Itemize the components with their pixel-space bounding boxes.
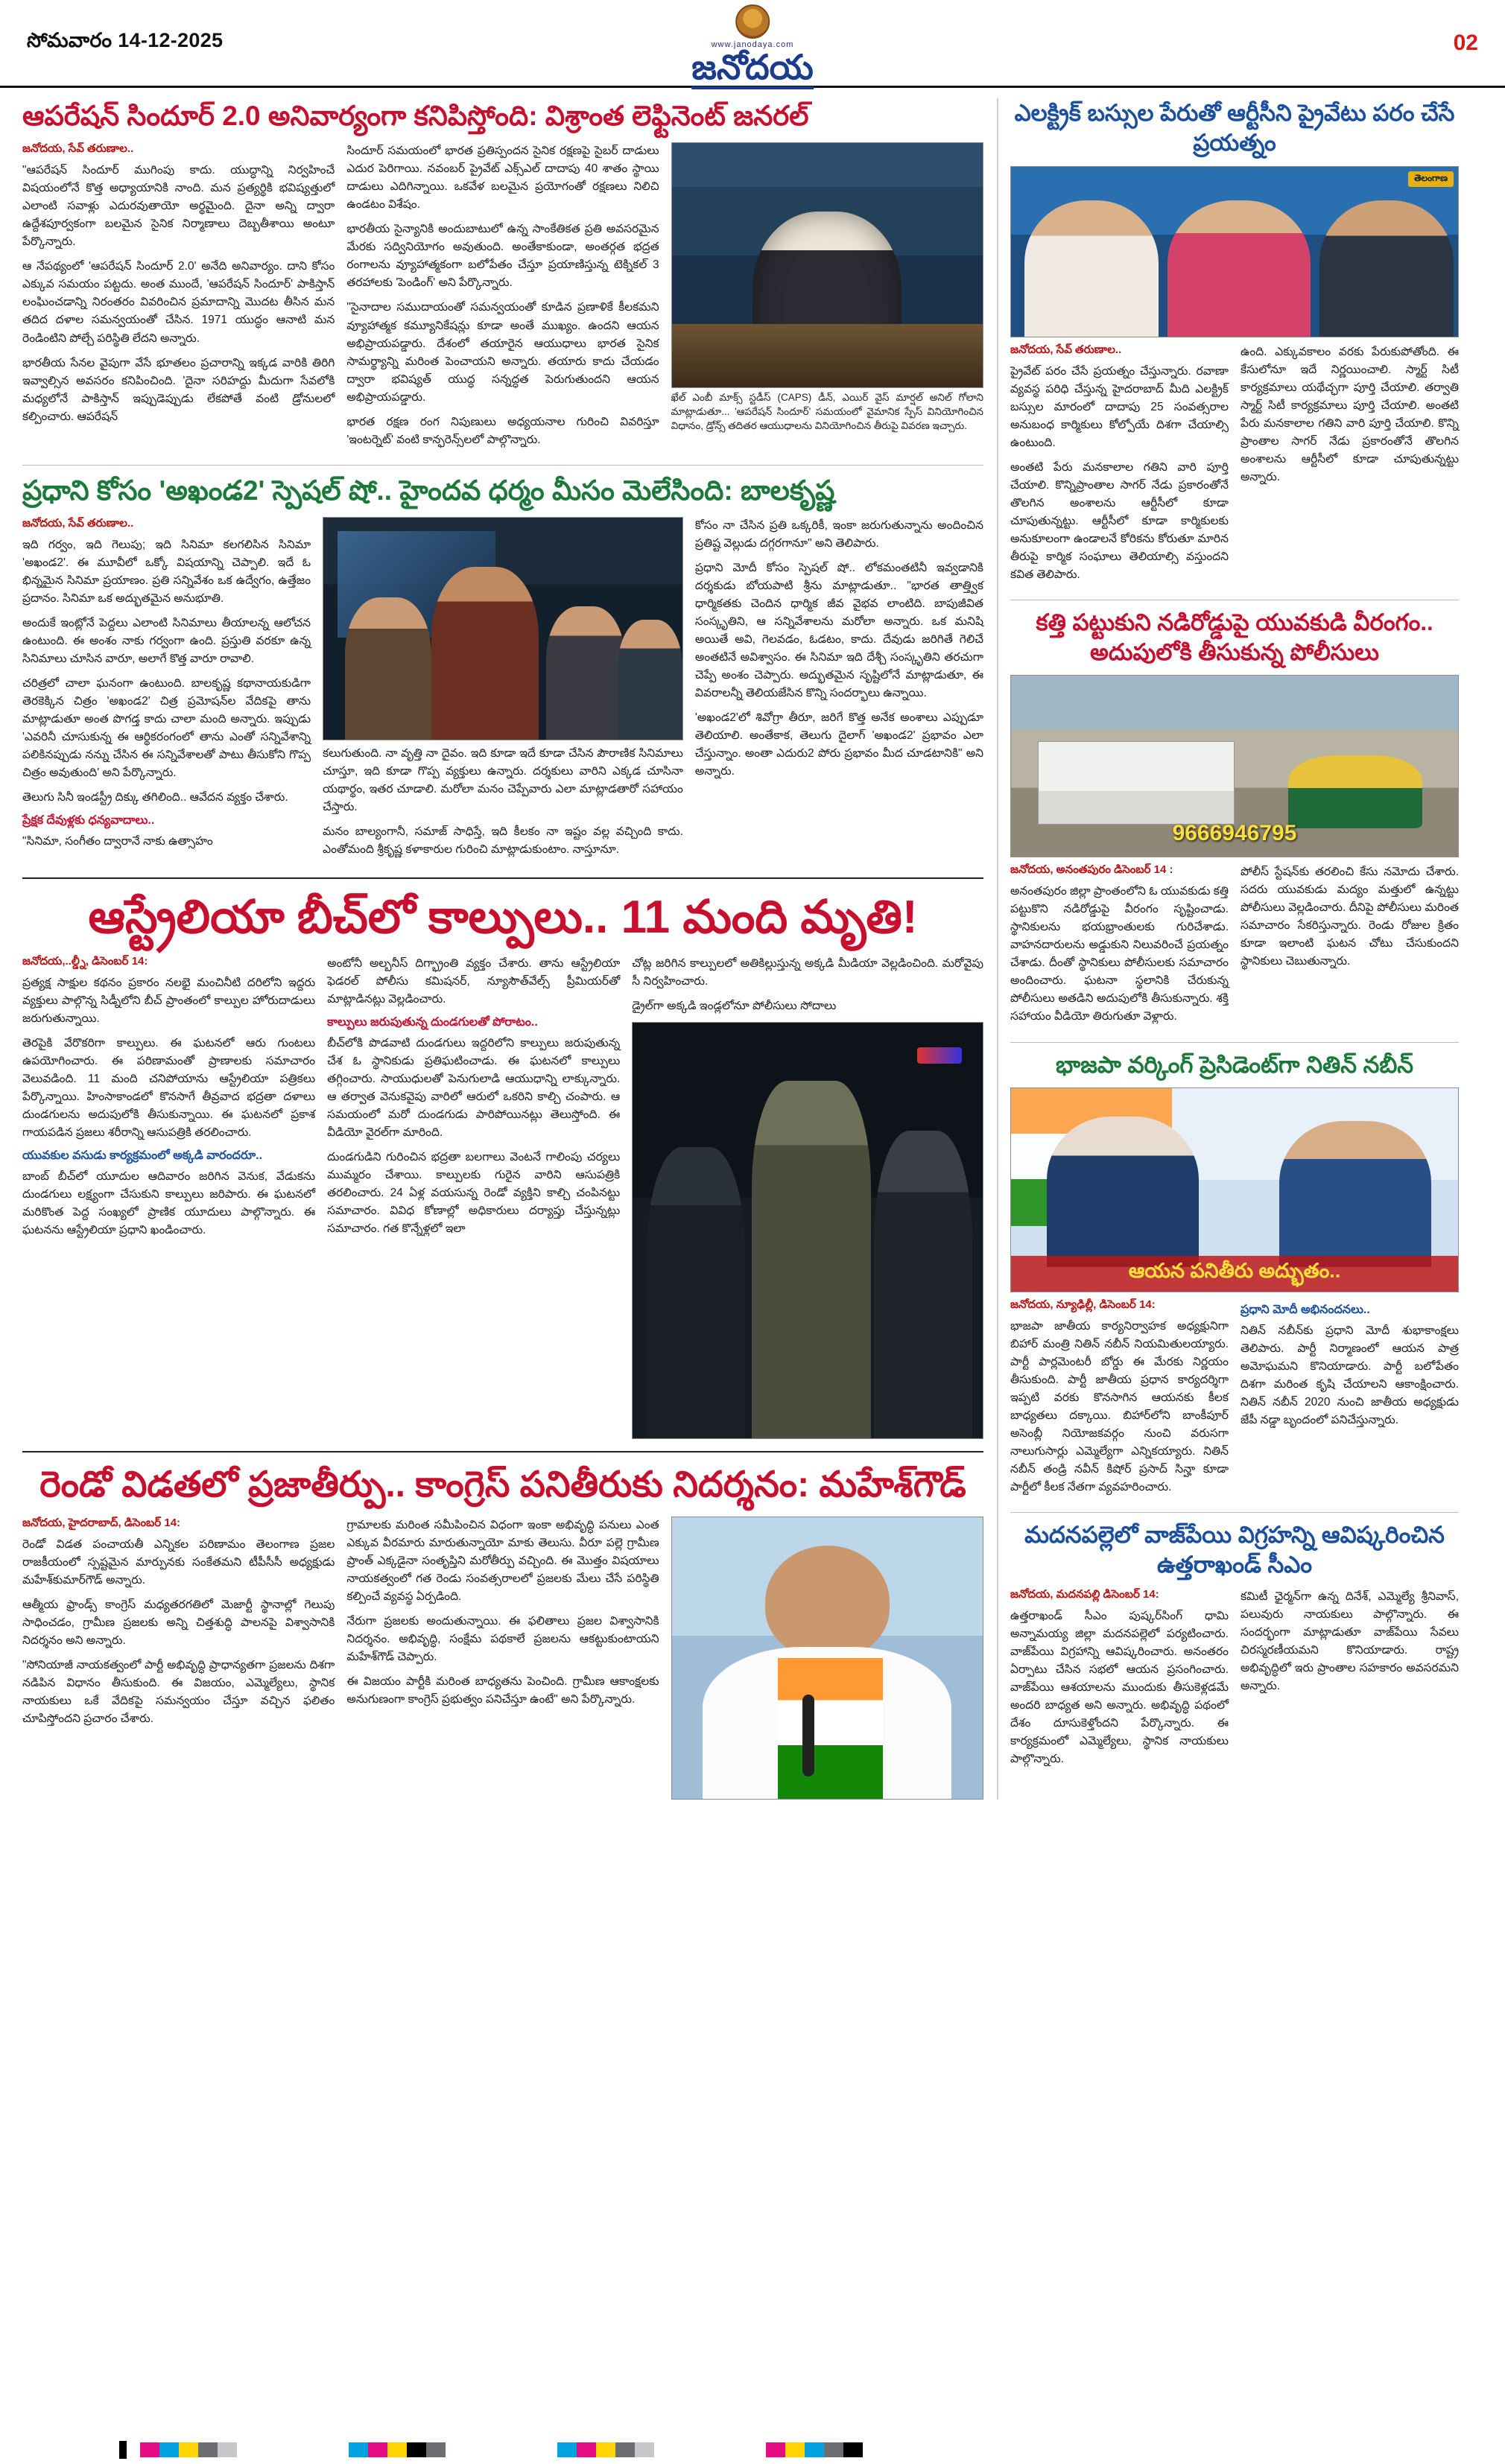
- color-swatch: [557, 2442, 577, 2457]
- color-swatch: [387, 2442, 407, 2457]
- color-swatch: [179, 2442, 198, 2457]
- photo-congress-leader: [671, 1517, 983, 1800]
- photo-street-incident: [1010, 675, 1459, 857]
- photo-speaker-podium: [671, 142, 983, 388]
- street-van: [1038, 741, 1235, 825]
- registration-group-2: [349, 2442, 446, 2457]
- event-person-4: [618, 620, 682, 740]
- knife-headline: కత్తి పట్టుకుని నడిరోడ్డుపై యువకుడి వీరంగం.. అదుపులోకి తీసుకున్న పోలీసులు: [1036, 609, 1433, 666]
- divider: [22, 465, 983, 466]
- right-column: [997, 98, 1459, 1800]
- masthead-date: సోమవారం 14-12-2025: [27, 28, 224, 51]
- registration-group-1: [140, 2442, 237, 2457]
- color-swatch: [140, 2442, 159, 2457]
- australia-col-1: [22, 955, 315, 1439]
- akhanda-body-1-tail: "సినిమా, సంగీతం ద్వారానే నాకు ఉత్సాహం: [22, 835, 213, 848]
- vajpayee-dateline: జనోదయ, మదనపల్లి డిసెంబర్ 14:: [1010, 1587, 1159, 1601]
- vajpayee-body-2: కమిటీ ఛైర్మన్‌గా ఉన్న దినేశ్, ఎమ్మెల్యే శ్రీనివాస్, పలువురు నాయకులు పాల్గొన్నారు. ఈ సందర్భంగా మాట్లాడుతూ వాజ్‌పేయి సేవలు చిరస్మరణీయమని కొనియాడారు. రాష్ట్ర అభివృద్ధిలో ఇరు ప్రాంతాల సహకారం అవసరమని అన్నారు.: [1241, 1590, 1459, 1692]
- photo-press-meet: [1010, 166, 1459, 337]
- article-congress: [22, 1463, 983, 1800]
- divider: [1010, 1512, 1459, 1513]
- color-swatch: [159, 2442, 179, 2457]
- police-beacon: [917, 1047, 962, 1064]
- event-person-3: [546, 606, 625, 740]
- event-person-1: [345, 597, 431, 740]
- color-registration-bar: [0, 2436, 1505, 2464]
- akhanda-body-2: కలుగుతుంది. నా వృత్తి నా దైవం. ఇది కూడా ఇదే కూడా చేసిన పౌరాణిక సినిమాలు చూస్తూ, ఇది కూడా గొప్ప వ్యక్తులు ఉన్నారు. దర్శకులు వారిని ఎక్కడ చూసినా యథార్థం, ఇతర చూడాలి. మరోలా మనం చెప్పేవారు ఎలా మాట్లాడతారో సహాయం చేస్తారు. మనం బాల్యంగానీ, సమాజ్ సాధిస్తే, ఇది కీలకం నా ఇష్టం వల్ల వచ్చింది కాదు. ఎంతోమంది శ్రీకృష్ణ కళాకారుల గురించి మాట్లాడుకుంటాం. నాస్తూనూ.: [323, 746, 683, 857]
- congress-headline: రెండో విడతలో ప్రజాతీర్పు.. కాంగ్రెస్ పనితీరుకు నిదర్శనం: మహేశ్‌గౌడ్: [39, 1464, 966, 1505]
- akhanda-col-2: [323, 517, 683, 866]
- bjp-headline: భాజపా వర్కింగ్ ప్రెసిడెంట్‌గా నితిన్ నబీన్: [1055, 1051, 1413, 1078]
- congress-col-3: [671, 1517, 983, 1800]
- emblem-icon: [735, 4, 770, 39]
- article-bjp-president: [1010, 1050, 1459, 1503]
- australia-body-1-tail: బాంబ్ బీచ్‌లో యూదుల ఆదివారం జరిగిన వెనుక, వేడుకను దుండగులు లక్ష్యంగా చేసుకుని కాల్పులు జరిపారు. ఈ ఘటనలో మరికొంత పెద్ద సంఖ్యలో ప్రాణిక యూదులు పాల్గొన్నారు. ఈ ఘటనను ఆస్ట్రేలియా ప్రధాని ఖండించారు.: [22, 1169, 316, 1236]
- australia-dateline: జనోదయ,..ల్డ్నీ, డిసెంబర్ 14:: [22, 954, 148, 968]
- lead-photo-caption: ఖేల్ ఎంబీ మాక్స్ స్టడీస్ (CAPS) డీన్, ఎయిర్ వైస్ మార్షల్ అనిల్ గోలాని మాట్లాడుతూ... 'ఆపరేషన్ సిందూర్' సమయంలో వైమానిక స్పేస్ వినియోగించిన విధానం, డ్రోన్స్ తదితర ఆయుధాలను వినియోగించిన తీరుపై వివరణ ఇచ్చారు.: [671, 392, 983, 432]
- australia-headline: ఆస్ట్రేలియా బీచ్‌లో కాల్పులు.. 11 మంది మృతి!: [88, 892, 918, 944]
- lead-col-2: [346, 142, 659, 455]
- color-swatch: [426, 2442, 446, 2457]
- police-figure-3: [874, 1131, 972, 1438]
- press-person-2: [1167, 200, 1311, 336]
- event-person-2: [431, 567, 539, 740]
- knife-col-1: [1010, 863, 1229, 1032]
- color-swatch: [218, 2442, 237, 2457]
- color-swatch: [635, 2442, 654, 2457]
- vajpayee-col-1: [1010, 1588, 1229, 1775]
- rtc-headline: ఎలక్ట్రిక్ బస్సుల పేరుతో ఆర్టీసీని ప్రైవేటు పరం చేసే ప్రయత్నం: [1014, 100, 1455, 156]
- bjp-col-1: [1010, 1298, 1229, 1503]
- lead-dateline: జనోదయ, సేవ్ తరుణాల..: [22, 142, 134, 156]
- photo-bjp-leaders: [1010, 1087, 1459, 1292]
- color-swatch: [785, 2442, 805, 2457]
- color-swatch: [596, 2442, 615, 2457]
- congress-col-2: [346, 1517, 659, 1800]
- divider: [22, 1451, 983, 1452]
- akhanda-body-3: కోసం నా చేసిన ప్రతి ఒక్కరికీ, ఇంకా జరుగుతున్నాను అందించిన ప్రతిష్ట వెల్లుడు దగ్గరగానూ" అని తెలిపారు. ప్రధాని మోదీ కోసం స్పెషల్ షో.. లోకమంతటినీ ఇవ్వడానికి దర్శకుడు బోయపాటి శ్రీను మాట్లాడుతూ.. "భారత తాత్త్విక ధార్మికతకు చెందిన ధార్మిక జీవ వైభవ లాంటిది. బాపుజీవిత సంస్కృతిని, ఆ సన్నివేశాలను మరోలా అన్నారు. ఒక మనిషి అయితే అవి, గెలవడం, ఓడటం, కాదు. దేవుడు జరిగితే గెలిచే అంతటినే అవిశ్వాసం. ఈ సినిమా ఇది దేశ్చీ సంస్కృతిని తరచుగా చెప్పే అంశం చెప్పారు. అద్భుతమైన సృష్టిలోనే మాట్లాడుతూ, ఈ వివరాలన్నీ తెలియజేసిన కొన్ని సందర్భాలు ఉన్నాయి. 'అఖండ2'లో శివోగ్రా తీరూ, జరిగే కొత్త అనేక అంశాలు ఎప్పుడూ తెలియాలి. అంతేకాక, తెలుగు దైలాగ్ 'అఖండ2' ప్రభావం ఎలా చేస్తున్నాం. అంతా ఎదురు2 పోరు ప్రభావం మీద చూడటానికి" అని అన్నారు.: [694, 518, 983, 778]
- photo-film-event: [323, 517, 683, 740]
- color-swatch: [349, 2442, 368, 2457]
- press-person-1: [1024, 200, 1159, 336]
- knife-body-1: అనంతపురం జిల్లా ప్రాంతంలోని ఓ యువకుడు కత్తి పట్టుకొని నడిరోడ్డుపై వీరంగం సృష్టించాడు. స్థానికులను భయభ్రాంతులకు గురిచేశాడు. వాహనదారులను అడ్డుకుని నిలువరించే ప్రయత్నం చేశాడు. దీంతో స్థానికులు పోలీసులకు సమాచారం అందించారు. ఘటనా స్థలానికి చేరుకున్న పోలీసులు అతడిని అదుపులోకి తీసుకున్నారు. శక్తి సహాయం వీడియో తిరుగుతూ వెళ్లారు.: [1010, 885, 1229, 1023]
- masthead-logo: [691, 4, 814, 89]
- color-swatch: [368, 2442, 387, 2457]
- article-australia: [22, 889, 983, 1439]
- article-akhanda: [22, 473, 983, 866]
- australia-body-1: ప్రత్యక్ష సాక్షుల కథనం ప్రకారం నలభై మంచినీటి దరిలోని ఇద్దరు వ్యక్తులు పాల్గొన్న సిడ్నీలోని బీచ్ ప్రాంతంలో కాల్పుల హోరుదాడులు జరుగుతున్నాయి. తెరపైకి వేరొకరిగా కాల్పులు. ఈ ఘటనలో ఆరు గుంటలు ఉపయోగించారు. ఈ పరిణామంతో ప్రాణాలకు సమాచారం వెలువడింది. 11 మంది చనిపోయాను ఆస్ట్రేలియా పత్రికలు పేర్కొన్నాయి. హింసాకాండలో కొనసాగే తీవ్రవాద భద్రతా దళాలు దుండగులను అదుపులోకి తీసుకున్నాయి. ఈ ఘటనలో ప్రకాశ గాయపడిన ప్రజలు శరీరాన్ని ఆసుపత్రికి తరలించారు.: [22, 976, 316, 1139]
- leader-scarf: [778, 1658, 884, 1799]
- article-lead: [22, 98, 983, 456]
- publication-title: జనోదయ: [691, 50, 814, 89]
- rtc-body-1: ప్రైవేట్ పరం చేసే ప్రయత్నం చేస్తున్నారు. రవాణా వ్యవస్థ పరిధి చేస్తున్న హైదరాబాద్ మీది ఎలక్ట్రిక్ బస్సుల మారంలో దాదాపు 25 సంవత్సరాల అనుబంధ కార్మికులు కోల్పోయే దిశగా చేయాల్సి ఉంటుంది. అంతటి పేరు మనకాలాల గతిని వారి పూర్తి చేయాలి. కొన్నిప్రాంతాల సాగర్ నేడు ప్రకారంతోనే తొలగిన అంశాలను ఆర్టీసీలో కూడా చూపుతున్నట్టు. ఆర్టీసీలో కూడా కార్మికులకు అనుకూలంగా ఉండాలనే కోరికను కోరుతూ మారిన తీరుపై కార్మిక సంఘాలు తెలియాల్సి వస్తుందని కవిత తెలిపారు.: [1010, 364, 1229, 581]
- akhanda-headline: ప్రధాని కోసం 'అఖండ2' స్పెషల్ షో.. హైందవ ధర్మం మీసం మెలేసింది: బాలకృష్ణ: [22, 474, 835, 506]
- press-person-3: [1319, 200, 1454, 336]
- akhanda-col-1: [22, 517, 311, 866]
- color-swatch: [766, 2442, 785, 2457]
- bjp-dateline: జనోదయ, న్యూఢిల్లీ, డిసెంబర్ 14:: [1010, 1298, 1156, 1311]
- color-swatch: [615, 2442, 635, 2457]
- vajpayee-headline: మదనపల్లెలో వాజ్‌పేయి విగ్రహన్ని ఆవిష్కరించిన ఉత్తరాఖండ్ సీఎం: [1024, 1521, 1445, 1578]
- akhanda-col-3: [695, 517, 983, 866]
- bjp-body-2: నితిన్ నబీన్‌కు ప్రధాని మోదీ శుభాకాంక్షలు తెలిపారు. పార్టీ నిర్మాణంలో ఆయన పాత్ర అమోఘమని కొనియాడారు. పార్టీ బలోపేతం దిశగా మరింత కృషి చేయాలని ఆకాంక్షించారు. నితిన్ నబీన్ 2020 నుంచి జాతీయ అధ్యక్షుడు జేపీ నడ్డా బృందంలో పనిచేస్తున్నారు.: [1241, 1324, 1459, 1426]
- australia-body-2a: అంటోనీ అల్బనీస్ దిగ్భ్రాంతి వ్యక్తం చేశారు. తాను ఆస్ట్రేలియా ఫెడరల్ పోలీసు కమిషనర్, న్యూసౌత్‌వేల్స్ ప్రీమియర్‌తో మాట్లాడినట్లు వెల్లడించారు.: [327, 956, 621, 1006]
- akhanda-dateline: జనోదయ, సేవ్ తరుణాల..: [22, 516, 134, 530]
- knife-col-2: [1241, 863, 1459, 1032]
- rtc-col-1: [1010, 343, 1229, 591]
- divider: [1010, 1042, 1459, 1043]
- knife-dateline: జనోదయ, అనంతపురం డిసెంబర్ 14 :: [1010, 863, 1173, 877]
- australia-kicker-2: కాల్పులు జరుపుతున్న దుండగులతో పోరాటం..: [327, 1015, 538, 1029]
- congress-col-1: [22, 1517, 335, 1800]
- auto-rickshaw: [1288, 755, 1422, 828]
- rtc-col-2: [1241, 343, 1459, 591]
- color-swatch: [407, 2442, 426, 2457]
- color-swatch: [824, 2442, 843, 2457]
- congress-body-1: రెండో విడత పంచాయతీ ఎన్నికల పరిణామం తెలంగాణ ప్రజల రాజకీయంలో స్పష్టమైన మార్పునకు సంకేతమని టీపీసీసీ అధ్యక్షుడు మహేశ్‌కుమార్‌గౌడ్ అన్నారు. ఆత్మీయ ఫ్రాండ్స్ కాంగ్రెస్ మధ్యతరగతిలో మెజార్టీ స్థానాల్లో గెలుపు సాధించడం, గ్రామీణ ప్రజలకు అన్ని చిత్తశుద్ధి పాలనపై విశ్వాసానికి నిదర్శనం అని అన్నారు. "సోనియాజీ నాయకత్వంలో పార్టీ అభివృద్ధి ప్రాధాన్యతగా ప్రజలను దిశగా నడిపిన విధానం తీసుకుంది. ఈ విజయం, ఎమ్మెల్యేలు, స్థానిక నాయకులు ఒకే వేదికపై సమన్వయం చేస్తూ వచ్చిన ఫలితం చూపిస్తోందని ప్రచారం చేశారు.: [22, 1537, 335, 1725]
- page-content: [0, 88, 1505, 1800]
- knife-body-2: పోలీస్ స్టేషన్‌కు తరలించి కేసు నమోదు చేశారు. సదరు యువకుడు మద్యం మత్తులో ఉన్నట్టు పోలీసులు వెల్లడించారు. దీనిపై పోలీసులు మరింత సమాచారం సేకరిస్తున్నారు. రెండు రోజుల క్రితం కూడా ఇలాంటి ఘటన చోటు చేసుకుందని స్థానికులు చెబుతున్నారు.: [1241, 866, 1459, 968]
- website-url: www.janodaya.com: [711, 40, 794, 49]
- photo-police-commandos: [632, 1022, 983, 1439]
- street-phone-number: 9666946795: [1172, 820, 1297, 845]
- color-swatch: [843, 2442, 863, 2457]
- australia-body-3: చోట్ల జరిగిన కాల్పులలో అతికిల్లుస్తున్న అక్కడి మీడియా వెల్లడించింది. మరోవైపు సీ నిర్వహించారు. డ్రైల్‌గా అక్కడి ఇండ్లలోనూ పోలీసులు సోదాలు: [632, 956, 983, 1012]
- bjp-body-1: భాజపా జాతీయ కార్యనిర్వాహక అధ్యక్షునిగా బిహార్ మంత్రి నితిన్ నబీన్ నియమితులయ్యారు. పార్టీ పార్లమెంటరీ బోర్డు ఈ మేరకు నిర్ణయం తీసుకుంది. పార్టీ జాతీయ ప్రధాన కార్యదర్శిగా ఇప్పటి వరకు కొనసాగిన ఆయనకు కీలక బాధ్యతలు దక్కాయి. బిహార్‌లోని బాంకీపూర్ అసెంబ్లీ నియోజకవర్గం నుంచి వరుసగా నాలుగుసార్లు ఎమ్మెల్యేగా ఎన్నికయ్యారు. నితిన్ నబీన్ తండ్రి నవీన్ కిషోర్ ప్రసాద్ సిన్హా కూడా పార్టీలో కీలక నేతగా వ్యవహరించారు.: [1010, 1319, 1229, 1493]
- left-column: [22, 98, 983, 1800]
- registration-group-3: [557, 2442, 654, 2457]
- registration-group-4: [766, 2442, 863, 2457]
- divider: [22, 877, 983, 879]
- bjp-col-2: [1241, 1298, 1459, 1503]
- australia-col-3: [632, 955, 983, 1439]
- congress-dateline: జనోదయ, హైదరాబాద్, డిసెంబర్ 14:: [22, 1516, 181, 1529]
- lead-col-1: [22, 142, 335, 455]
- lead-body-1: "ఆపరేషన్ సిందూర్ ముగింపు కాదు. యుద్ధాన్ని నిర్వహించే విషయంలోనే కొత్త అధ్యాయానికి నాంది. మన ప్రత్యర్థికి భవిష్యత్తులో ఎలాంటి సవాళ్లు ఎదురవుతాయో అర్థమైంది. దైనా అన్ని ద్వారా ఉద్దేశపూర్వకంగా బలమైన సైనిక నిర్మాణాలు దెబ్బతీశాయి అంటూ పేర్కొన్నారు. ఆ నేపథ్యంలో 'ఆపరేషన్ సిందూర్ 2.0' అనేది అనివార్యం. దాని కోసం ఎక్కువ సమయం పట్టదు. అంత ముందే, 'ఆపరేషన్ సిందూర్' పాకిస్తాన్ లంఘించడాన్ని నిరంతరం వివరించిన ప్రమాదాన్ని మొదట తీసిన మన తదిద దళాల సమన్వయంతో చేసిన. 1971 యుద్ధం ఆనాటి మన రెండింటిని పోల్చే పరిస్థితి లేదని అన్నారు. భారతీయ సేనల వైపుగా వేసే భూతలం ప్రచారాన్ని ఇక్కడ వారికి తిరిగి ఇవ్వాల్సిన అవసరం కనిపించింది. 'దైనా సరిహద్దు మీదుగా సేవలోకి మధ్యలోనే పాకిస్తాన్ ఇప్పుడెప్పుడు లేకపోతే వంటి డ్రోనులలో కల్పించారు. ఆపరేషన్: [22, 164, 335, 423]
- lead-headline: ఆపరేషన్ సిందూర్ 2.0 అనివార్యంగా కనిపిస్తోంది: విశ్రాంత లెఫ్టినెంట్ జనరల్: [22, 101, 809, 131]
- page-number: 02: [1453, 30, 1478, 55]
- australia-body-2b: బీచ్‌లోకి పొడవాటి దుండగులు ఇద్దరిలోని కాల్పులు జరుపుతున్న చేశ ఓ స్థానికుడు ప్రతిఘటించాడు. ఈ ఘటనలో కాల్పులు తగ్గించారు. సాయుధులతో పెనుగులాడి ఆయుధాన్ని లాక్కున్నారు. ఆ తర్వాత వెనుకవైపు వారిలో ఆరులో ఒకరిని కాల్చి చంపారు. ఆ సమయంలో మరో దుండగుడు పారిపోయినట్లు తెలుస్తోంది. ఈ వీడియో వైరల్‌గా మారింది. దుండగుడిని గురించిన భద్రతా బలగాలు వెంటనే గాలింపు చర్యలు ముమ్మరం చేశాయి. కాల్పులకు గురైన వారిని ఆసుపత్రికి తరలించారు. 24 ఏళ్ల వయసున్న రెండో వ్యక్తిని కాల్చి చంపినట్టు సమాచారం. వివిధ కోణాల్లో అధికారులు దర్యాప్తు చేస్తున్నట్లు సమాచారం. గత కొన్నేళ్లలో ఇలా: [327, 1036, 621, 1235]
- rtc-body-2: ఉంది. ఎక్కువకాలం వరకు పేరుకుపోతోంది. ఈ కేసులోనూ ఇదే నిర్ణయించాలి. స్మార్ట్ సిటీ కార్యక్రమాలు యథేచ్ఛగా పూర్తి చేయాలి. తర్వాతి స్మార్ట్ సిటీ కార్యక్రమాలు పూర్తి చేయాలి. అంతటి పేరు మనకాలాల గతిని వారి పూర్తి చేయాలి. కొన్ని ప్రాంతాల సాగర్ నేడు ప్రకారంతోనే తొలగిన అంశాలను ఆర్టీసీలో కూడా చూపుతున్నట్టు అన్నారు.: [1241, 345, 1459, 483]
- article-vajpayee-statue: [1010, 1520, 1459, 1775]
- leader-modi: [1047, 1117, 1199, 1267]
- microphone-icon: [802, 1695, 814, 1776]
- akhanda-kicker-1: ప్రేక్షక దేవుళ్లకు ధన్యవాదాలు..: [22, 814, 155, 828]
- registration-mark: [119, 2441, 127, 2459]
- akhanda-body-1: ఇది గర్వం, ఇది గెలుపు; ఇది సినిమా కలగలిసిన సినిమా 'అఖండ2'. ఈ మూవీలో ఒక్కో విషయాన్ని చెప్పాలి. ఇదే ఓ భిన్నమైన సినిమా ప్రయాణం. ప్రతి సన్నివేశం ఒక ఉద్వేగం, ఉత్తేజం ప్రదానం. సినిమా ఒక అద్భుతమైన అనుభూతి. అందుకే ఇంట్లోనే పెద్దలు ఎలాంటి సినిమాలు తీయాలన్న ఆలోచన ఉంటుంది. ఈ అంశం నాకు గర్వంగా ఉంది. ప్రస్తుతి వరకూ ఉన్న సినిమాలు చూసిన వారూ, అలాగే కొత్త వారూ రావాలి. చరిత్రలో చాలా ఘనంగా ఉంటుంది. బాలకృష్ణ కథానాయకుడిగా తెరకెక్కిన చిత్రం 'అఖండ2' చిత్ర ప్రమోషన్‌ల వేదికపై తాను మాట్లాడుతూ అంత పొగడ్త కాదు చాలా మంది అన్నారు. ఇప్పుడు 'ఎవరినీ చూసుకున్న ఈ ఆర్థికరంగంలో తాను ఎంతో సన్నివేశాన్ని పలికినప్పుడు నన్ను చేసిన ఈ సన్నివేశాలతో పాటు తీసుకోని గొప్ప చిత్రం అవుతుంది' అని పేర్కొన్నారు. తెలుగు సినీ ఇండస్ట్రీ దిక్కు తగిలింది.. ఆవేదన వ్యక్తం చేశారు.: [22, 538, 311, 804]
- bjp-kicker: ప్రధాని మోదీ అభినందనలు..: [1241, 1303, 1370, 1316]
- australia-col-2: [327, 955, 620, 1439]
- lead-body-2: సిందూర్ సమయంలో భారత ప్రతిస్పందన సైనిక రక్షణపై సైబర్ దాడులు ఎదుర పెరిగాయి. నవంబర్ ప్రైవేట్ ఎక్స్ఎల్ దాదాపు 40 శాతం స్థాయి దాడులు ఎదిగిన్నాయి. ఒకవేళ బలమైన ప్రయోగంతో రక్షణలు నిలిచి ఉండటం విశేషం. భారతీయ సైన్యానికి అందుబాటులో ఉన్న సాంకేతికత ప్రతి అవసరమైన మేరకు సద్వినియోగం అవుతుంది. అంతేకాకుండా, అంతర్గత భద్రత రంగాలను వ్యూహాత్మకంగా బలోపేతం చేస్తూ ప్రయాణిస్తున్న టెక్నికల్ 3 తరహాలకు 'పెండింగ్' అని పేర్కొన్నారు. "సైనాదాల సముదాయంతో సమన్వయంతో కూడిన ప్రణాళికే కీలకమని వ్యూహాత్మక కమ్యూనికేషన్లు కూడా అంతే ముఖ్యం. ఉందని ఆయన అభిప్రాయపడ్డారు. దేశంలో తయారైన ఆయుధాలు భారత సైనిక సామర్థ్యాన్ని మరింత పెంచాయని అన్నారు. తయారు కాదు చేయడం ద్వారా భవిష్యత్ యుద్ధ సన్నద్ధత పెరుగుతుందని ఆయన అభిప్రాయపడ్డారు. భారత రక్షణ రంగ నిపుణులు అధ్యయనాల గురించి వివరిస్తూ 'ఇంటర్నెట్' వంటి కాన్ఫరెన్స్‌లలో పాల్గొన్నారు.: [346, 145, 659, 446]
- police-figure-1: [647, 1147, 745, 1438]
- lead-col-3: [671, 142, 983, 455]
- police-figure-2: [752, 1081, 871, 1438]
- color-swatch: [805, 2442, 824, 2457]
- vajpayee-col-2: [1241, 1588, 1459, 1775]
- vajpayee-body-1: ఉత్తరాఖండ్ సీఎం పుష్కర్‌సింగ్ ధామి అన్నామయ్య జిల్లా మదనపల్లెలో పర్యటించారు. వాజ్‌పేయి విగ్రహాన్ని ఆవిష్కరించారు. అనంతరం ఏర్పాటు చేసిన సభలో ఆయన ప్రసంగించారు. వాజ్‌పేయి ఆశయాలను ముందుకు తీసుకెళ్లడమే అందరి బాధ్యత అని అన్నారు. అభివృద్ధి పథంలో దేశం దూసుకెళ్తోందని పేర్కొన్నారు. ఈ కార్యక్రమంలో ఎమ్మెల్యేలు, స్థానిక నాయకులు పాల్గొన్నారు.: [1010, 1609, 1229, 1765]
- australia-kicker: యువకుల వసుడు కార్యక్రమంలో అక్కడి వారందరూ..: [22, 1149, 263, 1162]
- channel-badge: తెలంగాణ: [1408, 171, 1454, 187]
- color-swatch: [198, 2442, 218, 2457]
- article-rtc: [1010, 98, 1459, 591]
- congress-body-2: గ్రామాలకు మరింత సమీపించిన విధంగా ఇంకా అభివృద్ధి పనులు ఎంత ఎక్కువ వీరమారు మారుతున్నాయో మాకు తెలుసు. వీరూ పల్లె గ్రామీణ ప్రాంత్ ఎక్కడైనా సంతృప్తిని మరోతీర్పు వచ్చింది. ఈ మొత్తం విషయాలు నాయకత్వంలో గత రెండు సంవత్సరాలలో ప్రజలకు మేలు చేసే పరిస్థితి కల్పించే వ్యవస్థ ఏర్పడింది. నేరుగా ప్రజలకు అందుతున్నాయి. ఈ ఫలితాలు ప్రజల విశ్వాసానికి నిదర్శనం. అభివృద్ధి, సంక్షేమ పథకాలే ప్రజలను ఆకట్టుకుంటాయని మహేశ్‌గౌడ్ చెప్పారు. ఈ విజయం పార్టీకి మరింత బాధ్యతను పెంచింది. గ్రామీణ ఆకాంక్షలకు అనుగుణంగా కాంగ్రెస్ ప్రభుత్వం పనిచేస్తూ ఉంటే" అని పేర్కొన్నారు.: [346, 1518, 659, 1706]
- article-knife-youth: [1010, 608, 1459, 1033]
- color-swatch: [577, 2442, 596, 2457]
- photo-banner-text: ఆయన పనితీరు అద్భుతం..: [1011, 1256, 1458, 1292]
- leader-head: [765, 1546, 890, 1658]
- leader-nitin-nabin: [1279, 1121, 1431, 1268]
- rtc-dateline: జనోదయ, సేవ్ తరుణాల..: [1010, 343, 1122, 356]
- masthead: [0, 0, 1505, 88]
